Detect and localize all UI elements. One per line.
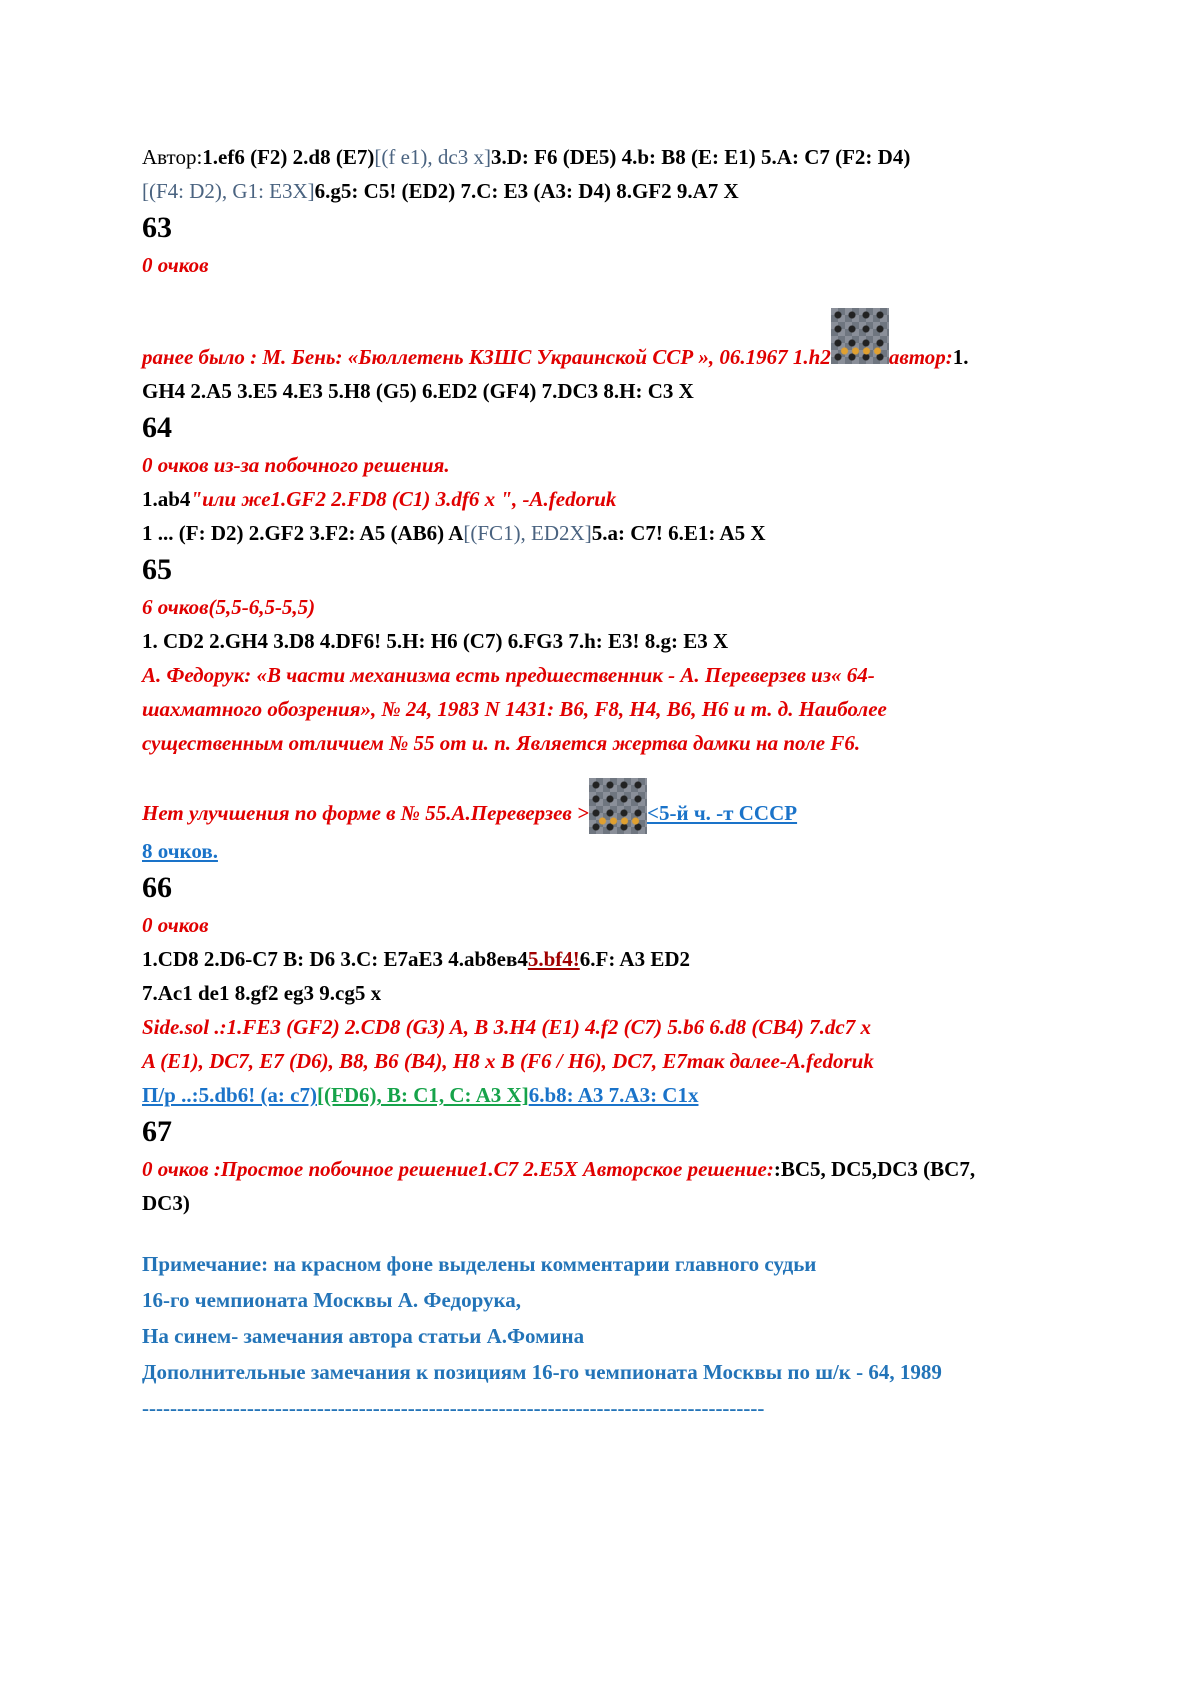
- pr-link[interactable]: П/р ..:5.db6! (a: c7): [142, 1083, 317, 1107]
- note-line-1: Примечание: на красном фоне выделены комментарии главного судьи: [142, 1252, 817, 1276]
- note-line-2: 16-го чемпионата Москвы А. Федорука,: [142, 1288, 522, 1312]
- problem-67-score: [142, 1152, 1132, 1186]
- problem-65-link-score-row: [142, 834, 1132, 868]
- problem-66-pr-line: [142, 1078, 1132, 1112]
- problem-66-side-solution-1: Side.sol .:1.FE3 (GF2) 2.CD8 (G3) A, B 3.H4 (E1) 4.f2 (C7) 5.b6 6.d8 (CB4) 7.dc7 x: [142, 1015, 871, 1039]
- judge-comment: "или же1.GF2 2.FD8 (C1) 3.df6 x ", -A.fedoruk: [190, 487, 617, 511]
- dashed-divider: -----------------------------------------------------------------------------------------: [142, 1396, 765, 1420]
- problem-66-score: 0 очков: [142, 913, 209, 937]
- author-label: Автор:: [142, 145, 203, 169]
- problem-62-solution-line-2: [142, 174, 1132, 208]
- solution-text: 1.CD8 2.D6-C7 B: D6 3.C: E7aE3 4.ab8ев4: [142, 947, 528, 971]
- problem-65-score: 6 очков(5,5-6,5-5,5): [142, 595, 316, 619]
- problem-65-comment-2: шахматного обозрения», № 24, 1983 N 1431: B6, F8, H4, B6, H6 и т. д. Наиболее: [142, 697, 887, 721]
- problem-63-solution: GH4 2.A5 3.E5 4.E3 5.H8 (G5) 6.ED2 (GF4) 7.DC3 8.H: C3 X: [142, 379, 694, 403]
- problem-number-66: 66: [142, 871, 172, 904]
- problem-65-comment-1: А. Федорук: «В части механизма есть предшественник - А. Переверзев из« 64-: [142, 663, 875, 687]
- variant-text: [(F4: D2), G1: E3X]: [142, 179, 315, 203]
- problem-number-65: 65: [142, 553, 172, 586]
- solution-text: :BC5, DC5,DC3 (BC7,: [773, 1157, 976, 1181]
- championship-link[interactable]: <5-й ч. -т СССР: [647, 801, 798, 825]
- solution-text: 5.a: C7! 6.E1: A5 X: [591, 521, 766, 545]
- document-page: [142, 140, 1132, 1426]
- solution-text: 1.ab4: [142, 487, 191, 511]
- problem-66-solution-2: 7.Ac1 de1 8.gf2 eg3 9.cg5 x: [142, 981, 382, 1005]
- solution-text: 1.: [952, 345, 969, 369]
- problem-67-score-tail: DC3): [142, 1191, 190, 1215]
- highlighted-move: 5.bf4!: [527, 947, 580, 971]
- problem-62-solution-line-1: [142, 140, 1132, 174]
- problem-number-63: 63: [142, 211, 172, 244]
- problem-65-improvement: [142, 778, 1132, 834]
- solution-text: 1.ef6 (F2) 2.d8 (E7): [202, 145, 375, 169]
- problem-63-earlier: [142, 308, 1132, 374]
- score-link[interactable]: 8 очков.: [142, 839, 218, 863]
- solution-text: 6.F: A3 ED2: [579, 947, 691, 971]
- checkers-board-icon: [589, 778, 647, 834]
- problem-65-comment-3: существенным отличием № 55 от и. п. Является жертва дамки на поле F6.: [142, 731, 861, 755]
- variant-text: [(FC1), ED2X]: [463, 521, 592, 545]
- author-label: автор:: [888, 345, 953, 369]
- solution-text: 6.g5: C5! (ED2) 7.C: E3 (A3: D4) 8.GF2 9.A7 X: [314, 179, 739, 203]
- judge-comment: Нет улучшения по форме в № 55.А.Переверзев >: [142, 801, 590, 825]
- problem-63-score: 0 очков: [142, 253, 209, 277]
- green-variant: [(FD6), B: C1, C: A3 X]: [317, 1083, 529, 1107]
- note-line-3: На синем- замечания автора статьи А.Фомина: [142, 1324, 585, 1348]
- pr-link[interactable]: 6.b8: A3 7.A3: C1x: [528, 1083, 699, 1107]
- problem-64-score: 0 очков из-за побочного решения.: [142, 453, 450, 477]
- problem-64-solution: [142, 516, 1132, 550]
- earlier-publication: ранее было : М. Бень: «Бюллетень КЗШС Украинской ССР », 06.1967 1.h2: [142, 345, 831, 369]
- problem-65-solution: 1. CD2 2.GH4 3.D8 4.DF6! 5.H: H6 (C7) 6.FG3 7.h: E3! 8.g: E3 X: [142, 629, 729, 653]
- judge-comment: 0 очков :Простое побочное решение1.C7 2.E5X Авторское решение:: [142, 1157, 774, 1181]
- problem-64-alternative: [142, 482, 1132, 516]
- note-line-4: Дополнительные замечания к позициям 16-го чемпионата Москвы по ш/к - 64, 1989: [142, 1360, 942, 1384]
- problem-66-solution-1: [142, 942, 1132, 976]
- problem-number-64: 64: [142, 411, 172, 444]
- solution-text: 1 ... (F: D2) 2.GF2 3.F2: A5 (AB6) A: [142, 521, 464, 545]
- variant-text: [(f e1), dc3 x]: [374, 145, 491, 169]
- checkers-board-icon: [831, 308, 889, 364]
- problem-number-67: 67: [142, 1115, 172, 1148]
- problem-66-side-solution-2: A (E1), DC7, E7 (D6), B8, B6 (B4), H8 x B (F6 / H6), DC7, E7так далее-A.fedoruk: [142, 1049, 874, 1073]
- solution-text: 3.D: F6 (DE5) 4.b: B8 (E: E1) 5.A: C7 (F2: D4): [490, 145, 911, 169]
